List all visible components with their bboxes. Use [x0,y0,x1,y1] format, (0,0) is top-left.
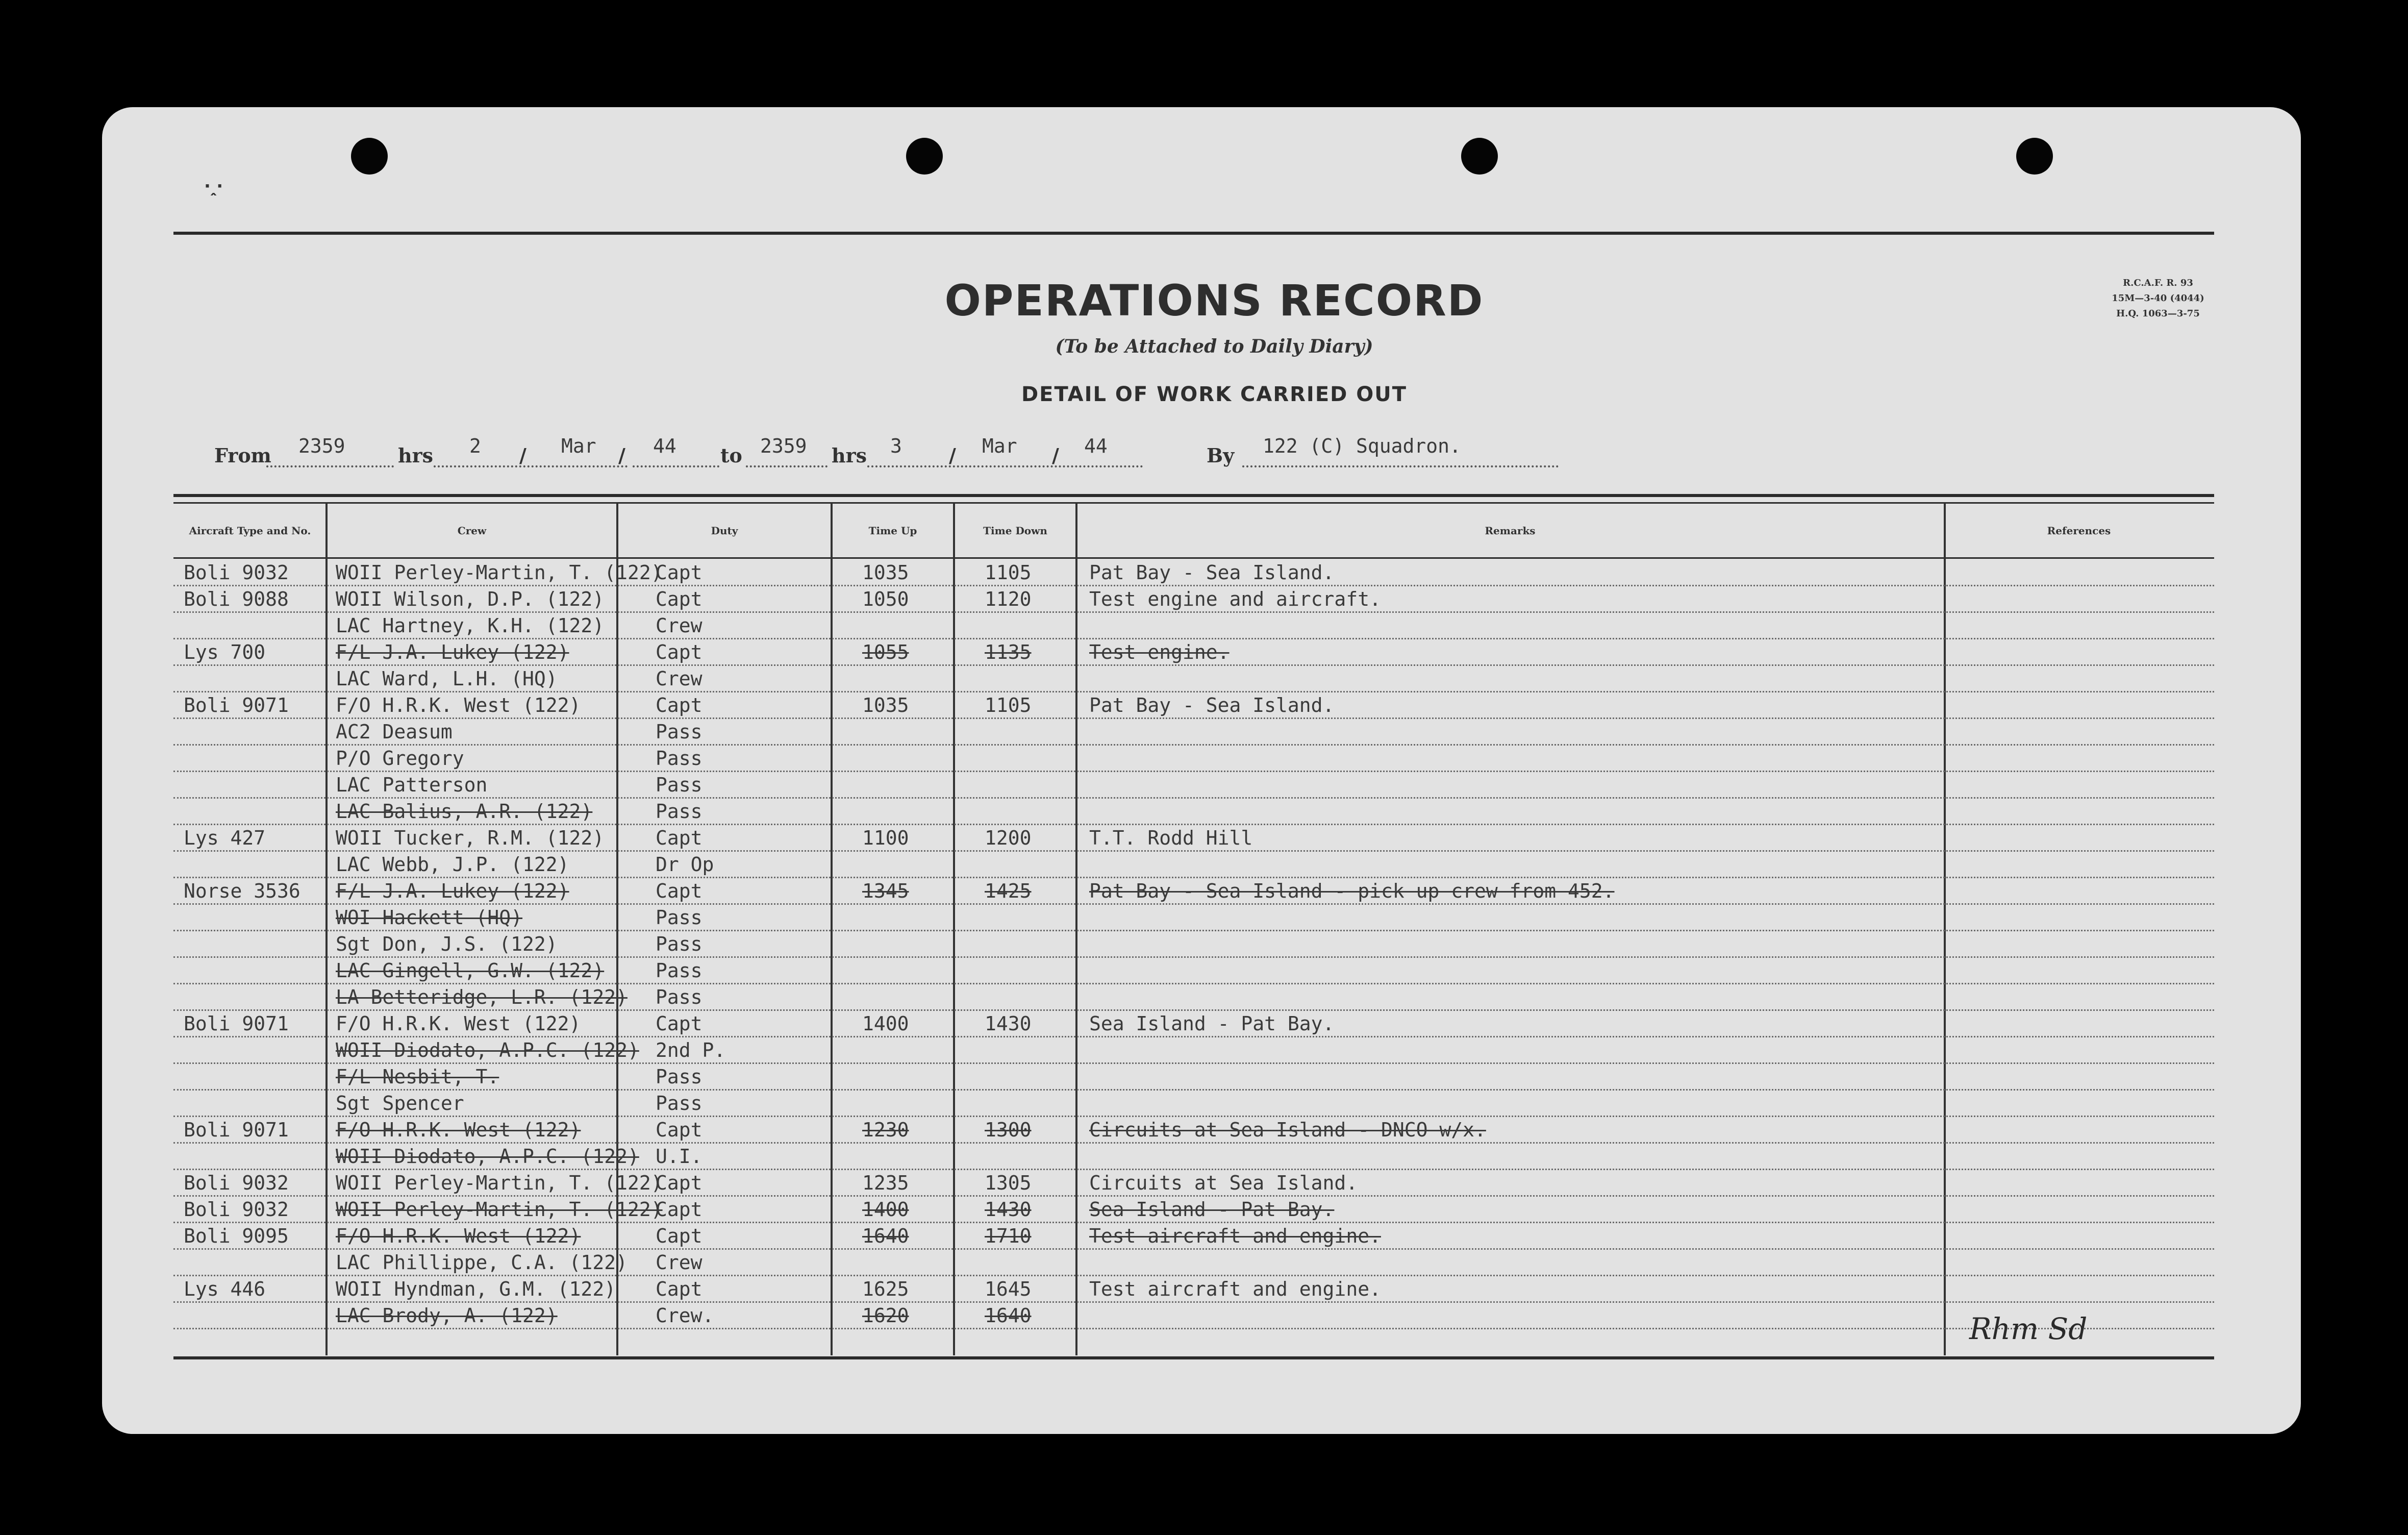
col-time-up: Time Up [868,525,917,537]
duty-cell: Pass [656,986,703,1008]
time-up-cell: 1035 [862,694,909,716]
crew-cell: Sgt Spencer [336,1092,464,1115]
crew-cell: F/L Nesbit, T. [336,1066,499,1088]
row-rule [173,903,2214,905]
aircraft-cell: Boli 9071 [184,1012,289,1035]
remarks-cell: Test engine. [1089,641,1230,663]
row-rule [173,717,2214,719]
duty-cell: Pass [656,933,703,955]
duty-cell: Capt [656,1119,703,1141]
row-rule [173,797,2214,799]
punch-hole [351,138,388,175]
table-top-rule [173,494,2214,497]
duty-cell: Pass [656,800,703,823]
row-rule [173,585,2214,586]
duty-cell: Capt [656,561,703,584]
crew-cell: F/O H.R.K. West (122) [336,694,581,716]
record-card: ·ꞈ· OPERATIONS RECORD (To be Attached to Daily Diary) DETAIL OF WORK CARRIED OUT R.C.A.F. R. 93 15M—3-40 (4044) H.Q. 1063—3-75 From 2359 hrs 2 / Mar / 44 to 2359 hrs 3 / Mar / 44 By 122 (C) Squadron. Aircraft Type and No. Crew Duty Time Up Time Down Remarks References Boli 9032 WOII Perley-Martin, T. (122) Capt 1035 1105 Pat Bay - Sea Island. Boli 9088 WOII Wilson, D.P. (122) Capt 1050 1120 Test engine and aircraft. LAC Hartney, K.H. (122) Crew Lys 700 F/L J.A. Lukey (122) Capt 1055 1135 Test engine. LAC Ward, L.H. (HQ) Crew Boli 9071 F/O H.R.K. West (122) Capt 1035 1105 Pat Bay - Sea Island. AC2 Deasum Pass P/O Gregory Pass LAC Patterson Pass LAC Balius, A.R. (122) Pass Lys 427 WOII Tucker, R.M. (122) Capt 1100 1200 T.T. Rodd Hill LAC Webb, J.P. (122) Dr Op Norse 3536 F/L J.A. Lukey (122) Capt 1345 1425 Pat Bay - Sea Island - pick up crew from 452. WOI Hackett (HQ) Pass Sgt Don, J.S. (122) Pass LAC Gingell, G.W. (122) Pass LA Betteridge, L.R. (122) Pass Boli 9071 F/O H.R.K. West (122) Capt 1400 1430 Sea Island - Pat Bay. WOII Diodato, A.P.C. (122) 2nd P. F/L Nesbit, T. Pass Sgt Spencer Pass Boli 9071 F/O H.R.K. West (122) Capt 1230 1300 Circuits at Sea Island - DNCO w/x. WOII Diodato, A.P.C. (122) U.I. Boli 9032 WOII Perley-Martin, T. (122) Capt 1235 1305 Circuits at Sea Island. Boli 9032 WOII Perley-Martin, T. (122) Capt 1400 1430 Sea Island - Pat Bay. Boli 9095 F/O H.R.K. West (122) Capt 1640 1710 Test aircraft and engine. LAC Phillippe, C.A. (122) Crew Lys 446 WOII Hyndman, G.M. (122) Capt 1625 1645 Test aircraft and engine. LAC Brody, A. (122) Crew. 1620 1640 Rhm Sd [102,107,2301,1434]
remarks-cell: T.T. Rodd Hill [1089,827,1253,849]
duty-cell: Capt [656,1012,703,1035]
col-crew: Crew [457,525,487,537]
punch-hole [2016,138,2053,175]
duty-cell: Pass [656,774,703,796]
row-rule [173,691,2214,692]
aircraft-cell: Lys 427 [184,827,266,849]
duty-cell: Crew [656,1251,703,1274]
time-down-cell: 1300 [985,1119,1032,1141]
table-bottom-rule [173,1356,2214,1359]
remarks-cell: Test aircraft and engine. [1089,1278,1381,1300]
remarks-cell: Sea Island - Pat Bay. [1089,1012,1335,1035]
time-up-cell: 1345 [862,880,909,902]
row-rule [173,1169,2214,1170]
squadron: 122 (C) Squadron. [1263,435,1461,457]
duty-cell: Pass [656,747,703,770]
aircraft-cell: Boli 9088 [184,588,289,610]
crew-cell: P/O Gregory [336,747,464,770]
aircraft-cell: Boli 9032 [184,561,289,584]
time-up-cell: 1100 [862,827,909,849]
row-rule [173,850,2214,852]
aircraft-cell: Boli 9071 [184,1119,289,1141]
duty-cell: Pass [656,959,703,982]
crew-cell: WOI Hackett (HQ) [336,906,523,929]
aircraft-cell: Boli 9095 [184,1225,289,1247]
duty-cell: Crew [656,667,703,690]
row-rule [173,1116,2214,1117]
duty-cell: Pass [656,1092,703,1115]
to-label: to [720,444,742,467]
from-label: From [214,444,271,467]
time-down-cell: 1305 [985,1172,1032,1194]
crew-cell: LAC Hartney, K.H. (122) [336,614,605,637]
duty-cell: Capt [656,1225,703,1247]
row-rule [173,744,2214,746]
time-up-cell: 1230 [862,1119,909,1141]
row-rule [173,611,2214,613]
crew-cell: WOII Perley-Martin, T. (122) [336,1198,663,1221]
crew-cell: LAC Brody, A. (122) [336,1304,558,1327]
from-month: Mar [561,435,596,457]
aircraft-cell: Norse 3536 [184,880,300,902]
crew-cell: F/L J.A. Lukey (122) [336,880,569,902]
punch-hole [1461,138,1498,175]
row-rule [173,638,2214,639]
time-up-cell: 1400 [862,1012,909,1035]
crew-cell: LAC Webb, J.P. (122) [336,853,569,876]
duty-cell: Capt [656,641,703,663]
time-down-cell: 1135 [985,641,1032,663]
duty-cell: Capt [656,588,703,610]
crew-cell: WOII Perley-Martin, T. (122) [336,561,663,584]
row-rule [173,1328,2214,1329]
time-down-cell: 1105 [985,561,1032,584]
col-references: References [2047,525,2111,537]
row-rule [173,1009,2214,1011]
form-number: R.C.A.F. R. 93 15M—3-40 (4044) H.Q. 1063—3-75 [2112,278,2204,319]
time-up-cell: 1050 [862,588,909,610]
duty-cell: Pass [656,906,703,929]
to-time: 2359 [760,435,807,457]
row-rule [173,664,2214,666]
crew-cell: F/O H.R.K. West (122) [336,1225,581,1247]
aircraft-cell: Boli 9032 [184,1172,289,1194]
from-year: 44 [653,435,676,457]
from-day: 2 [469,435,481,457]
crew-cell: LAC Gingell, G.W. (122) [336,959,605,982]
form-subtitle: (To be Attached to Daily Diary) [1055,336,1373,357]
aircraft-cell: Boli 9071 [184,694,289,716]
time-up-cell: 1035 [862,561,909,584]
remarks-cell: Pat Bay - Sea Island. [1089,694,1335,716]
crew-cell: AC2 Deasum [336,721,453,743]
row-rule [173,983,2214,984]
col-remarks: Remarks [1485,525,1536,537]
crew-cell: WOII Tucker, R.M. (122) [336,827,605,849]
col-aircraft: Aircraft Type and No. [189,525,311,537]
crew-cell: WOII Wilson, D.P. (122) [336,588,605,610]
time-up-cell: 1235 [862,1172,909,1194]
crew-cell: F/L J.A. Lukey (122) [336,641,569,663]
remarks-cell: Circuits at Sea Island - DNCO w/x. [1089,1119,1486,1141]
remarks-cell: Test aircraft and engine. [1089,1225,1381,1247]
row-rule [173,877,2214,878]
remarks-cell: Pat Bay - Sea Island. [1089,561,1335,584]
col-time-down: Time Down [983,525,1047,537]
row-rule [173,771,2214,772]
time-up-cell: 1640 [862,1225,909,1247]
col-duty: Duty [711,525,738,537]
duty-cell: Capt [656,880,703,902]
row-rule [173,1301,2214,1303]
row-rule [173,1222,2214,1223]
duty-cell: Pass [656,721,703,743]
duty-cell: Capt [656,1278,703,1300]
duty-cell: Crew. [656,1304,714,1327]
row-rule [173,1195,2214,1197]
time-down-cell: 1710 [985,1225,1032,1247]
duty-cell: Capt [656,1172,703,1194]
crew-cell: LAC Patterson [336,774,488,796]
top-rule [173,232,2214,235]
to-year: 44 [1084,435,1108,457]
remarks-cell: Circuits at Sea Island. [1089,1172,1358,1194]
duty-cell: Dr Op [656,853,714,876]
hrs-label-2: hrs [832,444,867,467]
time-down-cell: 1105 [985,694,1032,716]
by-label: By [1207,444,1235,467]
crew-cell: WOII Diodato, A.P.C. (122) [336,1145,639,1168]
aircraft-cell: Lys 700 [184,641,266,663]
remarks-cell: Sea Island - Pat Bay. [1089,1198,1335,1221]
time-up-cell: 1620 [862,1304,909,1327]
form-detail-heading: DETAIL OF WORK CARRIED OUT [1021,383,1408,406]
hrs-label: hrs [398,444,434,467]
row-rule [173,956,2214,958]
time-down-cell: 1425 [985,880,1032,902]
time-down-cell: 1430 [985,1198,1032,1221]
duty-cell: Capt [656,827,703,849]
crew-cell: F/O H.R.K. West (122) [336,1012,581,1035]
from-time: 2359 [298,435,345,457]
crew-cell: LAC Balius, A.R. (122) [336,800,593,823]
time-up-cell: 1400 [862,1198,909,1221]
crew-cell: F/O H.R.K. West (122) [336,1119,581,1141]
remarks-cell: Pat Bay - Sea Island - pick up crew from 452. [1089,880,1615,902]
row-rule [173,1089,2214,1091]
corner-marks: ·ꞈ· [204,176,223,196]
row-rule [173,1036,2214,1037]
crew-cell: Sgt Don, J.S. (122) [336,933,558,955]
crew-cell: WOII Hyndman, G.M. (122) [336,1278,616,1300]
aircraft-cell: Lys 446 [184,1278,266,1300]
crew-cell: WOII Diodato, A.P.C. (122) [336,1039,639,1061]
punch-hole [906,138,943,175]
time-up-cell: 1625 [862,1278,909,1300]
aircraft-cell: Boli 9032 [184,1198,289,1221]
crew-cell: LAC Ward, L.H. (HQ) [336,667,558,690]
remarks-cell: Test engine and aircraft. [1089,588,1381,610]
duty-cell: U.I. [656,1145,703,1168]
time-down-cell: 1200 [985,827,1032,849]
form-title: OPERATIONS RECORD [944,276,1484,326]
row-rule [173,1275,2214,1276]
row-rule [173,1142,2214,1144]
row-rule [173,1248,2214,1250]
crew-cell: WOII Perley-Martin, T. (122) [336,1172,663,1194]
duty-cell: Crew [656,614,703,637]
duty-cell: Pass [656,1066,703,1088]
time-down-cell: 1120 [985,588,1032,610]
row-rule [173,1062,2214,1064]
duty-cell: 2nd P. [656,1039,726,1061]
duty-cell: Capt [656,694,703,716]
row-rule [173,824,2214,825]
crew-cell: LAC Phillippe, C.A. (122) [336,1251,628,1274]
to-day: 3 [890,435,902,457]
to-month: Mar [982,435,1017,457]
time-up-cell: 1055 [862,641,909,663]
crew-cell: LA Betteridge, L.R. (122) [336,986,628,1008]
duty-cell: Capt [656,1198,703,1221]
time-down-cell: 1640 [985,1304,1032,1327]
signature: Rhm Sd [1969,1311,2088,1346]
row-rule [173,930,2214,931]
time-down-cell: 1645 [985,1278,1032,1300]
time-down-cell: 1430 [985,1012,1032,1035]
